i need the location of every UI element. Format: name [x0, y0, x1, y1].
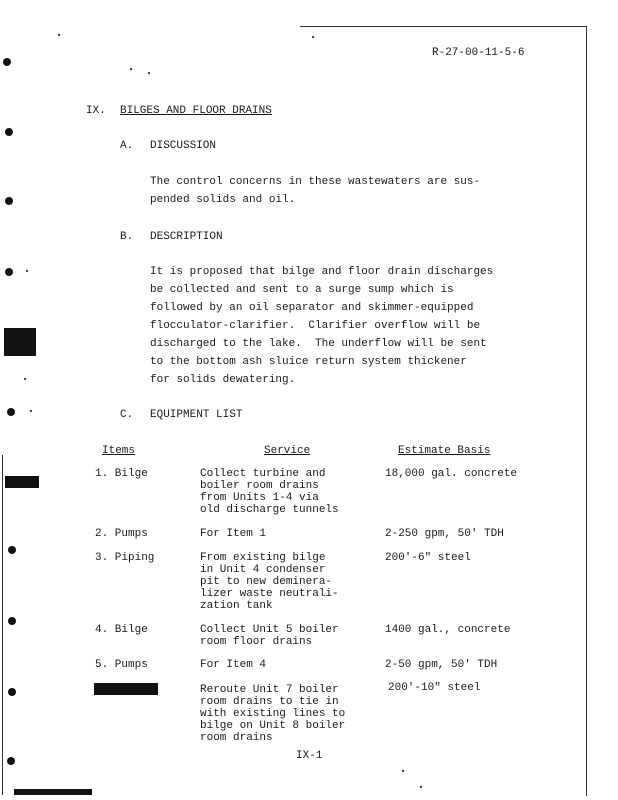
service-line: bilge on Unit 8 boiler [200, 720, 346, 732]
scan-artifact-block [5, 476, 39, 488]
scan-speck [402, 770, 404, 772]
service-line: lizer waste neutrali- [200, 588, 339, 600]
binder-hole-mark [8, 617, 16, 625]
redacted-item-label [94, 683, 158, 695]
table-row-service: For Item 4 [200, 659, 267, 671]
page-border-top [300, 26, 586, 27]
scan-speck [26, 270, 28, 272]
binder-hole-mark [3, 58, 11, 66]
table-row-item: 3. Piping [95, 552, 155, 564]
subsection-b-letter: B. [120, 231, 134, 243]
scan-speck [130, 68, 132, 70]
table-row-basis: 200'-10" steel [388, 682, 481, 694]
binder-hole-mark [7, 757, 15, 765]
paragraph-line: to the bottom ash sluice return system thickener [150, 356, 467, 368]
service-line: zation tank [200, 600, 273, 612]
table-header-service: Service [264, 445, 311, 457]
table-row-basis: 2-50 gpm, 50' TDH [385, 659, 498, 671]
scan-speck [148, 72, 150, 74]
section-number: IX. [86, 105, 106, 117]
paragraph-line: pended solids and oil. [150, 194, 296, 206]
service-line: boiler room drains [200, 480, 319, 492]
binder-hole-mark [5, 197, 13, 205]
subsection-c-heading: EQUIPMENT LIST [150, 409, 243, 421]
paragraph-line: It is proposed that bilge and floor drain discharges [150, 266, 494, 278]
section-title: BILGES AND FLOOR DRAINS [120, 105, 272, 117]
service-line: room drains to tie in [200, 696, 339, 708]
binder-hole-mark [7, 408, 15, 416]
scan-artifact-block [14, 789, 92, 795]
scan-speck [24, 378, 26, 380]
table-header-estimate-basis: Estimate Basis [398, 445, 491, 457]
table-row-basis: 2-250 gpm, 50' TDH [385, 528, 504, 540]
paragraph-line: discharged to the lake. The underflow will be sent [150, 338, 487, 350]
table-row-basis: 18,000 gal. concrete [385, 468, 518, 480]
service-line: room drains [200, 732, 273, 744]
paragraph-line: The control concerns in these wastewaters are sus- [150, 176, 481, 188]
subsection-c-letter: C. [120, 409, 134, 421]
paragraph-line: for solids dewatering. [150, 374, 296, 386]
subsection-a-letter: A. [120, 140, 134, 152]
binder-hole-mark [5, 268, 13, 276]
service-line: from Units 1-4 via [200, 492, 319, 504]
table-row-basis: 1400 gal., concrete [385, 624, 511, 636]
scan-speck [420, 786, 422, 788]
binder-hole-mark [8, 546, 16, 554]
table-row-item: 5. Pumps [95, 659, 148, 671]
service-line: Collect turbine and [200, 468, 326, 480]
paragraph-line: be collected and sent to a surge sump which is [150, 284, 454, 296]
scan-speck [312, 36, 314, 38]
table-row-basis: 200'-6" steel [385, 552, 471, 564]
page-number: IX-1 [296, 750, 323, 762]
table-row-item: 2. Pumps [95, 528, 148, 540]
scan-speck [58, 34, 60, 36]
service-line: room floor drains [200, 636, 313, 648]
service-line: old discharge tunnels [200, 504, 339, 516]
scan-artifact-block [4, 328, 36, 356]
page-border-right [586, 26, 587, 796]
subsection-a-heading: DISCUSSION [150, 140, 217, 152]
table-row-item: 4. Bilge [95, 624, 148, 636]
scan-artifact-line [2, 455, 3, 795]
service-line: in Unit 4 condenser [200, 564, 326, 576]
table-row-service: For Item 1 [200, 528, 267, 540]
service-line: pit to new deminera- [200, 576, 333, 588]
service-line: From existing bilge [200, 552, 326, 564]
service-line: Reroute Unit 7 boiler [200, 684, 339, 696]
paragraph-line: flocculator-clarifier. Clarifier overflow will be [150, 320, 481, 332]
binder-hole-mark [8, 688, 16, 696]
scan-speck [30, 410, 32, 412]
subsection-b-heading: DESCRIPTION [150, 231, 223, 243]
binder-hole-mark [5, 128, 13, 136]
table-header-items: Items [102, 445, 136, 457]
service-line: Collect Unit 5 boiler [200, 624, 339, 636]
service-line: with existing lines to [200, 708, 346, 720]
paragraph-line: followed by an oil separator and skimmer-equipped [150, 302, 474, 314]
table-row-item: 1. Bilge [95, 468, 148, 480]
document-id: R-27-00-11-5-6 [432, 47, 525, 59]
